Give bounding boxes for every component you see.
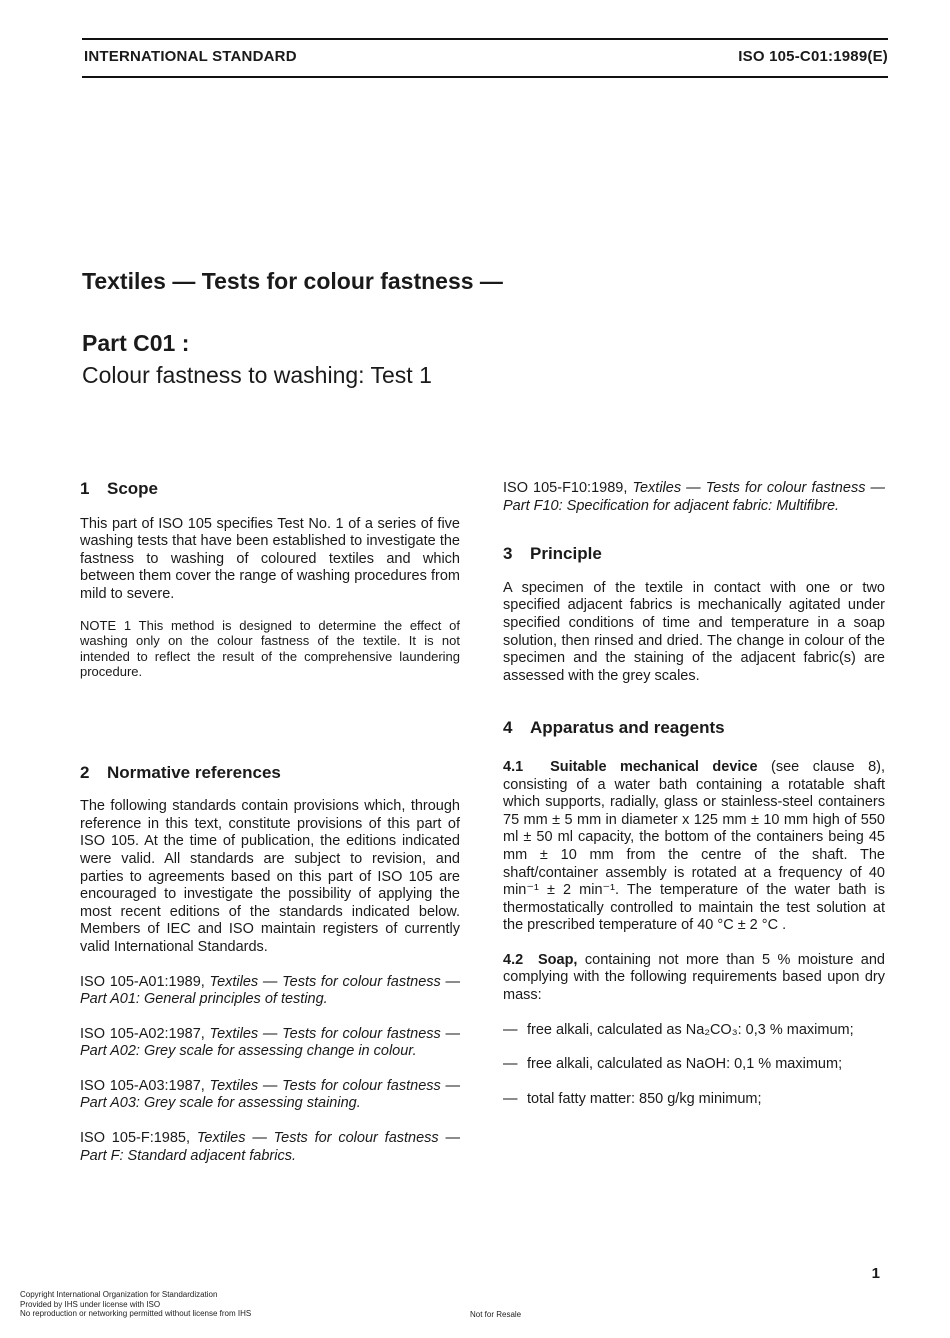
section-title: Scope — [107, 479, 159, 498]
document-subtitle: Colour fastness to washing: Test 1 — [82, 362, 432, 388]
reference-code: ISO 105-F10:1989, — [503, 480, 628, 496]
clause-title: Suitable mechanical device — [550, 758, 758, 775]
reference-code: ISO 105-A03:1987, — [80, 1077, 205, 1094]
requirement-list-item — [503, 1056, 885, 1074]
page-number: 1 — [871, 1265, 880, 1282]
left-column — [80, 480, 460, 1165]
reference-item — [80, 974, 460, 1009]
reference-title: Textiles — Tests for colour fastness — Part A01: General principles of testing. — [80, 973, 460, 1008]
clause-number: 4.2 — [503, 951, 524, 968]
header-document-code: ISO 105-C01:1989(E) — [738, 48, 888, 65]
document-title: Textiles — Tests for colour fastness — — [82, 268, 503, 294]
requirement-text: free alkali, calculated as NaOH: 0,1 % maximum; — [527, 1056, 843, 1073]
footer-line: Copyright International Organization for Standardization — [20, 1290, 218, 1299]
section-heading-apparatus — [503, 719, 885, 737]
section-number: 1 — [80, 479, 90, 498]
requirement-list-item — [503, 1022, 885, 1040]
section-heading-normative — [80, 764, 460, 782]
resale-footer: Not for Resale — [470, 1310, 522, 1319]
apparatus-item-soap — [503, 952, 885, 1005]
section-number: 3 — [503, 544, 513, 564]
requirement-text: free alkali, calculated as Na₂CO₃: 0,3 % maximum; — [527, 1021, 854, 1038]
scope-note: NOTE 1 This method is designed to determine the effect of washing only on the colour fastness of the textile. It is not intended to reflect the result of the comprehensive laundering procedure. — [80, 617, 460, 680]
reference-item — [80, 1130, 460, 1165]
section-title: Normative references — [107, 762, 281, 782]
clause-number: 4.1 — [503, 758, 524, 775]
reference-title: Textiles — Tests for colour fastness — Part A02: Grey scale for assessing change in colour. — [80, 1025, 460, 1060]
reference-item — [503, 480, 885, 515]
list-dash: — — [503, 1056, 518, 1073]
header-bottom-rule — [82, 76, 888, 78]
scope-paragraph: This part of ISO 105 specifies Test No. 1 of a series of five washing tests that have been established to investigate the fastness to washing of coloured textiles and which between them cover the range of washing procedures from mild to severe. — [80, 515, 460, 602]
header-standard-label: INTERNATIONAL STANDARD — [84, 48, 297, 65]
principle-paragraph: A specimen of the textile in contact with one or two specified adjacent fabrics is mechanically agitated under specified conditions of time and temperature in a soap solution, then rinsed and dried. The change in colour of the specimen and the staining of the adjacent fabric(s) are assessed with the grey scales. — [503, 579, 885, 684]
list-dash: — — [503, 1021, 518, 1038]
list-dash: — — [503, 1090, 518, 1107]
requirement-list-item — [503, 1091, 885, 1109]
reference-item — [80, 1026, 460, 1061]
document-part: Part C01 : — [82, 330, 190, 356]
right-column — [503, 480, 885, 1108]
section-title: Principle — [530, 544, 602, 564]
footer-line: Provided by IHS under license with ISO — [20, 1299, 161, 1309]
section-heading-scope — [80, 480, 460, 498]
apparatus-item-device — [503, 759, 885, 935]
reference-title: Textiles — Tests for colour fastness — Part F: Standard adjacent fabrics. — [80, 1130, 461, 1164]
section-heading-principle — [503, 545, 885, 563]
reference-title: Textiles — Tests for colour fastness — Part F10: Specification for adjacent fabric: Multifibre. — [503, 480, 886, 514]
reference-item — [80, 1078, 460, 1113]
footer-line: No reproduction or networking permitted without license from IHS — [20, 1309, 252, 1318]
normative-paragraph: The following standards contain provisions which, through reference in this text, constitute provisions of this part of ISO 105. At the time of publication, the editions indicated were valid. All standards are subject to revision, and parties to agreements based on this part of ISO 105 are encouraged to investigate the possibility of applying the most recent editions of the standards indicated below. Members of IEC and ISO maintain registers of currently valid International Standards. — [80, 798, 460, 955]
reference-code: ISO 105-F:1985, — [80, 1130, 191, 1147]
reference-title: Textiles — Tests for colour fastness — Part A03: Grey scale for assessing staining. — [80, 1077, 460, 1112]
clause-title: Soap, — [537, 951, 578, 968]
section-title: Apparatus and reagents — [530, 718, 725, 738]
header-top-rule — [82, 38, 888, 40]
reference-code: ISO 105-A02:1987, — [80, 1025, 205, 1042]
requirement-text: total fatty matter: 850 g/kg minimum; — [527, 1090, 762, 1107]
clause-text: (see clause 8), consisting of a water bath containing a rotatable shaft which supports, radially, glass or stainless-steel containers 75 mm ± 5 mm in diameter x 125 mm ± 10 mm high of 550 ml ± 50 ml capacity, the bottom of the containers being 45 mm ± 10 mm from the centre of the shaft. The shaft/container assembly is rotated at a frequency of 40 min⁻¹ ± 2 min⁻¹. The temperature of the water bath is thermostatically controlled to maintain the test solution at the prescribed temperature of 40 °C ± 2 °C . — [503, 758, 885, 934]
copyright-footer — [20, 1290, 251, 1319]
reference-code: ISO 105-A01:1989, — [80, 973, 205, 990]
section-number: 4 — [503, 718, 513, 738]
section-number: 2 — [80, 762, 90, 782]
clause-text: containing not more than 5 % moisture and complying with the following requirements based upon dry mass: — [503, 951, 885, 1004]
